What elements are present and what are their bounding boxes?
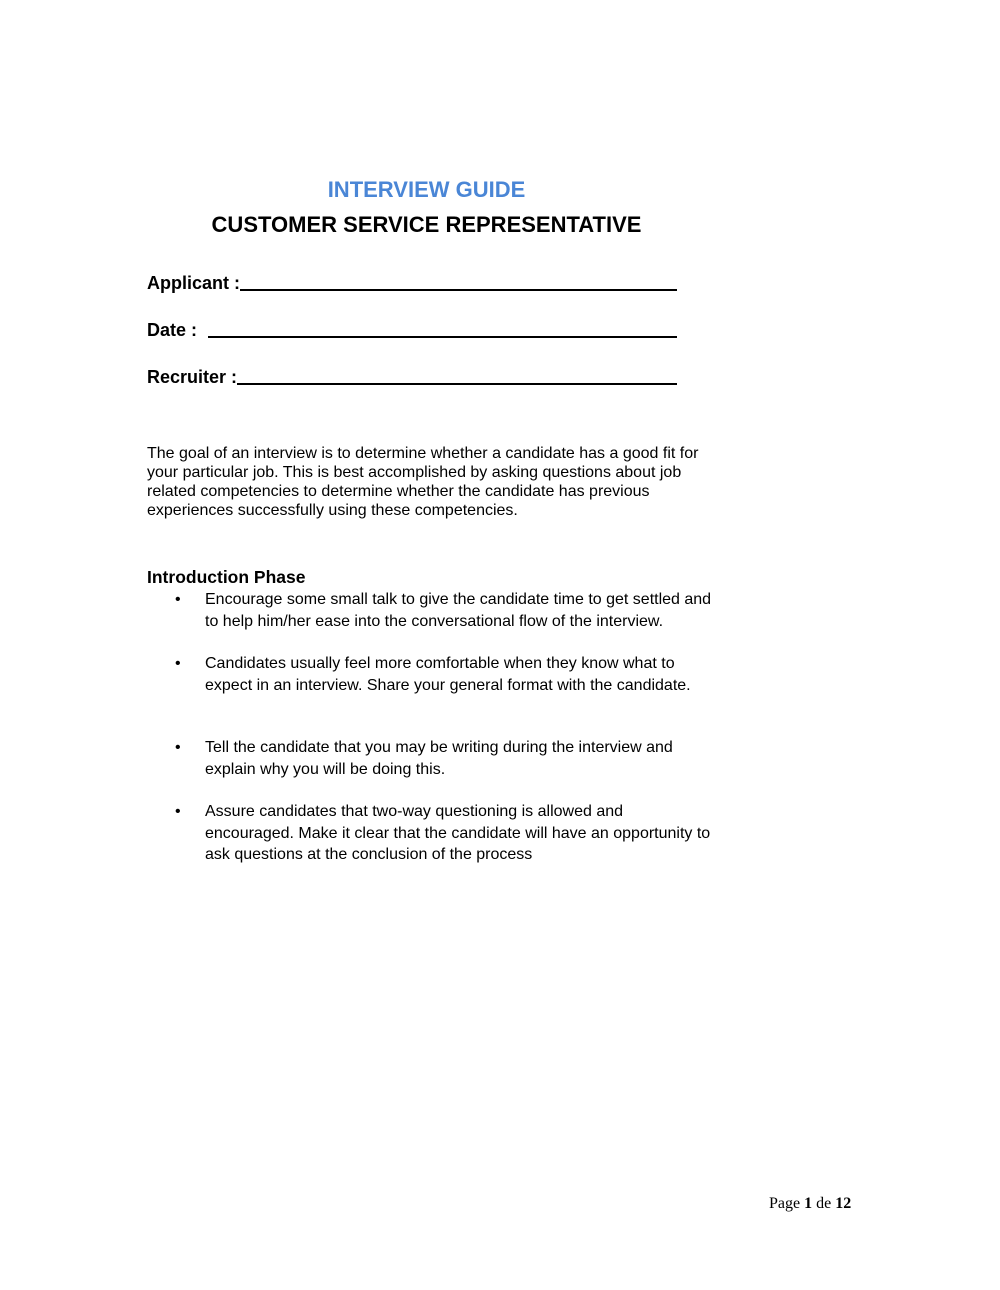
total-pages: 12 [835,1195,852,1212]
of-word: de [816,1195,832,1212]
list-item-text: Encourage some small talk to give the candidate time to get settled and to help him/her ease into the conversational flow of the interview. [205,591,712,630]
bullet-icon: • [175,803,181,820]
list-item [175,801,715,866]
page-number [769,1195,851,1213]
recruiter-field[interactable] [147,367,677,388]
document-title: INTERVIEW GUIDE [327,177,526,202]
document-subtitle: CUSTOMER SERVICE REPRESENTATIVE [211,212,642,237]
intro-paragraph: The goal of an interview is to determine whether a candidate has a good fit for your particular job. This is best accomplished by asking questions about job related competencies to determine whether the candidate has previous experiences successfully using these competencies. [147,445,699,519]
section-heading: Introduction Phase [147,567,306,587]
applicant-blank-line[interactable] [240,288,677,291]
bullet-icon: • [175,739,181,756]
recruiter-label: Recruiter : [147,367,238,387]
applicant-label: Applicant : [147,273,240,293]
bullet-icon: • [175,655,181,672]
date-label: Date : [147,320,203,340]
bullet-icon: • [175,591,181,608]
list-item [175,589,715,632]
page-word: Page [769,1195,801,1212]
list-item-text: Candidates usually feel more comfortable when they know what to expect in an interview. Share your general format with the candidate. [205,655,691,694]
applicant-field[interactable] [147,273,677,294]
recruiter-blank-line[interactable] [237,382,677,385]
list-item [175,653,715,696]
list-item-text: Tell the candidate that you may be writing during the interview and explain why you will be doing this. [205,739,673,778]
list-item [175,737,715,780]
date-field[interactable] [147,320,677,341]
date-blank-line[interactable] [208,335,677,338]
list-item-text: Assure candidates that two-way questioning is allowed and encouraged. Make it clear that the candidate will have an opportunity to ask questions at the conclusion of the process [205,803,711,864]
current-page: 1 [804,1195,813,1212]
